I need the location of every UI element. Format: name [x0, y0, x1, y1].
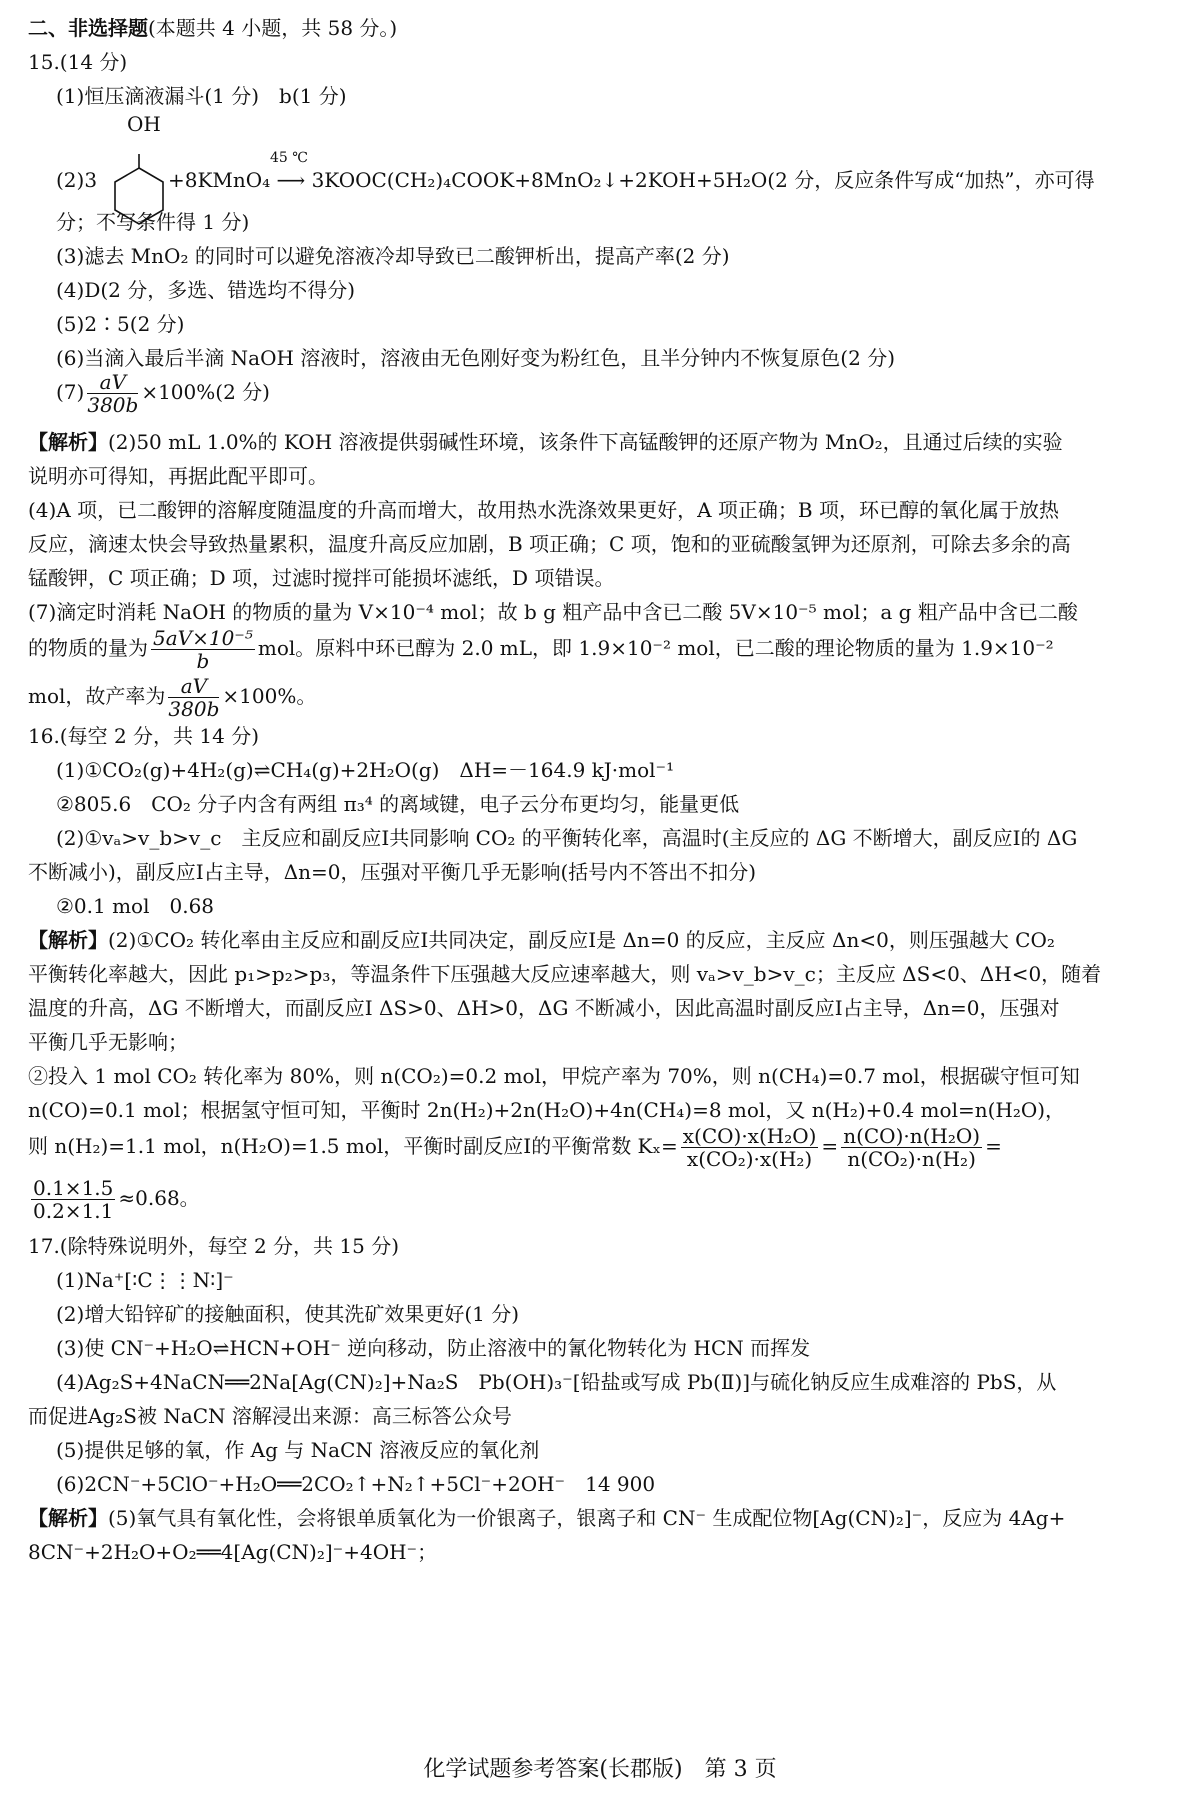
q16-answer-2: (2)①vₐ>v_b>v_c 主反应和副反应Ⅰ共同影响 CO₂ 的平衡转化率，高温时(主反应的 ΔG 不断增大，副反应Ⅰ的 ΔG	[56, 826, 1078, 850]
q16-explanation-1	[28, 926, 1055, 954]
equals-sign: =	[821, 1134, 839, 1158]
q15-answer-4: (4)D(2 分，多选、错选均不得分)	[56, 278, 356, 302]
fraction-denominator: n(CO₂)·n(H₂)	[847, 1147, 976, 1171]
fraction-numerator: aV	[168, 675, 219, 698]
explanation-label: 【解析】	[28, 1506, 108, 1530]
section-header-rest: (本题共 4 小题，共 58 分。)	[148, 16, 398, 40]
fraction-numerator: 5aV×10⁻⁵	[153, 626, 253, 650]
fraction-denominator: x(CO₂)·x(H₂)	[686, 1147, 813, 1171]
explanation-text: (2)①CO₂ 转化率由主反应和副反应Ⅰ共同决定，副反应Ⅰ是 Δn=0 的反应，主反应 Δn<0，则压强越大 CO₂	[108, 928, 1055, 952]
explanation-label: 【解析】	[28, 430, 108, 454]
q17-explanation-1	[28, 1504, 1065, 1532]
page-footer: 化学试题参考答案(长郡版) 第 3 页	[423, 1757, 777, 1782]
q16-answer-2b: 不断减小)，副反应Ⅰ占主导，Δn=0，压强对平衡几乎无影响(括号内不答出不扣分)	[28, 860, 757, 884]
q15-answer-3: (3)滤去 MnO₂ 的同时可以避免溶液冷却导致已二酸钾析出，提高产率(2 分)	[56, 244, 730, 268]
q16-answer-1: (1)①CO₂(g)+4H₂(g)⇌CH₄(g)+2H₂O(g) ΔH=－164.9 kJ·mol⁻¹	[56, 758, 675, 782]
fraction	[841, 1125, 982, 1170]
q16-explanation-2c	[28, 1124, 1002, 1170]
fraction	[681, 1125, 819, 1170]
q15-answer-6: (6)当滴入最后半滴 NaOH 溶液时，溶液由无色刚好变为粉红色，且半分钟内不恢复原色(2 分)	[56, 346, 895, 370]
q15-explanation-2b: 反应，滴速太快会导致热量累积，温度升高反应加剧，B 项正确；C 项，饱和的亚硫酸氢钾为还原剂，可除去多余的高	[28, 532, 1071, 556]
q16-heading: 16.(每空 2 分，共 14 分)	[28, 724, 260, 748]
explanation-text: (2)50 mL 1.0%的 KOH 溶液提供弱碱性环境，该条件下高锰酸钾的还原产物为 MnO₂，且通过后续的实验	[108, 430, 1063, 454]
q17-heading: 17.(除特殊说明外，每空 2 分，共 15 分)	[28, 1234, 400, 1258]
q17-answer-1: (1)Na⁺[∶C⋮⋮N∶]⁻	[56, 1268, 234, 1292]
fraction-denominator: 380b	[168, 697, 220, 721]
q15-answer-1: (1)恒压滴液漏斗(1 分) b(1 分)	[56, 84, 347, 108]
q17-answer-2: (2)增大铅锌矿的接触面积，使其洗矿效果更好(1 分)	[56, 1302, 520, 1326]
q16-explanation-2: ②投入 1 mol CO₂ 转化率为 80%，则 n(CO₂)=0.2 mol，甲烷产率为 70%，则 n(CH₄)=0.7 mol，根据碳守恒可知	[28, 1064, 1080, 1088]
q15-answer-7-suffix: ×100%(2 分)	[141, 380, 270, 404]
fraction-numerator: x(CO)·x(H₂O)	[682, 1124, 817, 1148]
oh-label: OH	[127, 112, 161, 136]
q15-heading: 15.(14 分)	[28, 50, 128, 74]
explanation-label: 【解析】	[28, 928, 108, 952]
q15-answer-5: (5)2∶5(2 分)	[56, 312, 185, 336]
q16-explanation-1c: 温度的升高，ΔG 不断增大，而副反应Ⅰ ΔS>0、ΔH>0，ΔG 不断减小，因此高温时副反应Ⅰ占主导，Δn=0，压强对	[28, 996, 1060, 1020]
fraction-denominator: b	[196, 649, 210, 673]
q16-answer-1b: ②805.6 CO₂ 分子内含有两组 π₃⁴ 的离域键，电子云分布更均匀，能量更低	[56, 792, 740, 816]
q15-explanation-3b-suffix: mol。原料中环已醇为 2.0 mL，即 1.9×10⁻² mol，已二酸的理论物质的量为 1.9×10⁻²	[257, 636, 1054, 660]
q15-explanation-3b-prefix: 的物质的量为	[28, 636, 148, 660]
q15-explanation-2c: 锰酸钾，C 项正确；D 项，过滤时搅拌可能损坏滤纸，D 项错误。	[28, 566, 615, 590]
q17-answer-4: (4)Ag₂S+4NaCN══2Na[Ag(CN)₂]+Na₂S Pb(OH)₃⁻[铅盐或写成 Pb(Ⅱ)]与硫化钠反应生成难溶的 PbS，从	[56, 1370, 1057, 1394]
q15-answer-2-cont: 分；不写条件得 1 分)	[56, 210, 250, 234]
fraction	[151, 627, 255, 672]
q16-answer-2c: ②0.1 mol 0.68	[56, 894, 215, 918]
fraction-denominator: 380b	[87, 393, 139, 417]
q16-explanation-1d: 平衡几乎无影响；	[28, 1030, 188, 1054]
q16-explanation-2d-suffix: ≈0.68。	[118, 1186, 200, 1210]
section-header	[28, 14, 397, 42]
q17-answer-6: (6)2CN⁻+5ClO⁻+H₂O══2CO₂↑+N₂↑+5Cl⁻+2OH⁻ 14 900	[56, 1472, 656, 1496]
q16-explanation-2c-prefix: 则 n(H₂)=1.1 mol，n(H₂O)=1.5 mol，平衡时副反应Ⅰ的平衡常数 Kₓ=	[28, 1134, 678, 1158]
q15-answer-2-prefix: (2)3	[56, 168, 98, 192]
q15-explanation-2: (4)A 项，已二酸钾的溶解度随温度的升高而增大，故用热水洗涤效果更好，A 项正确；B 项，环已醇的氧化属于放热	[28, 498, 1059, 522]
q17-answer-3: (3)使 CN⁻+H₂O⇌HCN+OH⁻ 逆向移动，防止溶液中的氰化物转化为 HCN 而挥发	[56, 1336, 811, 1360]
fraction-numerator: n(CO)·n(H₂O)	[843, 1124, 981, 1148]
q15-explanation-3c	[28, 674, 316, 720]
q15-answer-2-equation: +8KMnO₄ ⟶ 3KOOC(CH₂)₄COOK+8MnO₂↓+2KOH+5H₂O(2 分，反应条件写成“加热”，亦可得	[168, 168, 1095, 192]
q15-answer-7-prefix: (7)	[56, 380, 85, 404]
q17-answer-5: (5)提供足够的氧，作 Ag 与 NaCN 溶液反应的氧化剂	[56, 1438, 540, 1462]
q17-answer-4b: 而促进Ag₂S被 NaCN 溶解浸出来源：高三标答公众号	[28, 1404, 512, 1428]
explanation-text: (5)氧气具有氧化性，会将银单质氧化为一价银离子，银离子和 CN⁻ 生成配位物[Ag(CN)₂]⁻，反应为 4Ag+	[108, 1506, 1066, 1530]
reaction-condition: 45 ℃	[270, 150, 308, 166]
q17-explanation-1b: 8CN⁻+2H₂O+O₂══4[Ag(CN)₂]⁻+4OH⁻；	[28, 1540, 438, 1564]
fraction	[168, 675, 219, 720]
q15-explanation-3: (7)滴定时消耗 NaOH 的物质的量为 V×10⁻⁴ mol；故 b g 粗产品中含已二酸 5V×10⁻⁵ mol；a g 粗产品中含已二酸	[28, 600, 1078, 624]
q15-explanation-3c-suffix: ×100%。	[222, 684, 317, 708]
fraction	[31, 1177, 115, 1222]
fraction	[87, 371, 138, 416]
q15-explanation-3c-prefix: mol，故产率为	[28, 684, 166, 708]
q16-explanation-2b: n(CO)=0.1 mol；根据氢守恒可知，平衡时 2n(H₂)+2n(H₂O)+4n(CH₄)=8 mol，又 n(H₂)+0.4 mol=n(H₂O)，	[28, 1098, 1066, 1122]
fraction-numerator: 0.1×1.5	[33, 1176, 114, 1200]
section-header-bold: 二、非选择题	[28, 16, 148, 40]
q15-explanation-1b: 说明亦可得知，再据此配平即可。	[28, 464, 328, 488]
q15-explanation-3b	[28, 626, 1054, 672]
q16-explanation-1b: 平衡转化率越大，因此 p₁>p₂>p₃，等温条件下压强越大反应速率越大，则 vₐ>v_b>v_c；主反应 ΔS<0、ΔH<0，随着	[28, 962, 1102, 986]
q16-explanation-2d	[28, 1176, 200, 1222]
fraction-numerator: aV	[87, 371, 138, 394]
q15-explanation-1	[28, 428, 1063, 456]
fraction-denominator: 0.2×1.1	[33, 1199, 114, 1223]
q15-answer-7	[56, 370, 270, 416]
equals-sign: =	[985, 1134, 1002, 1158]
